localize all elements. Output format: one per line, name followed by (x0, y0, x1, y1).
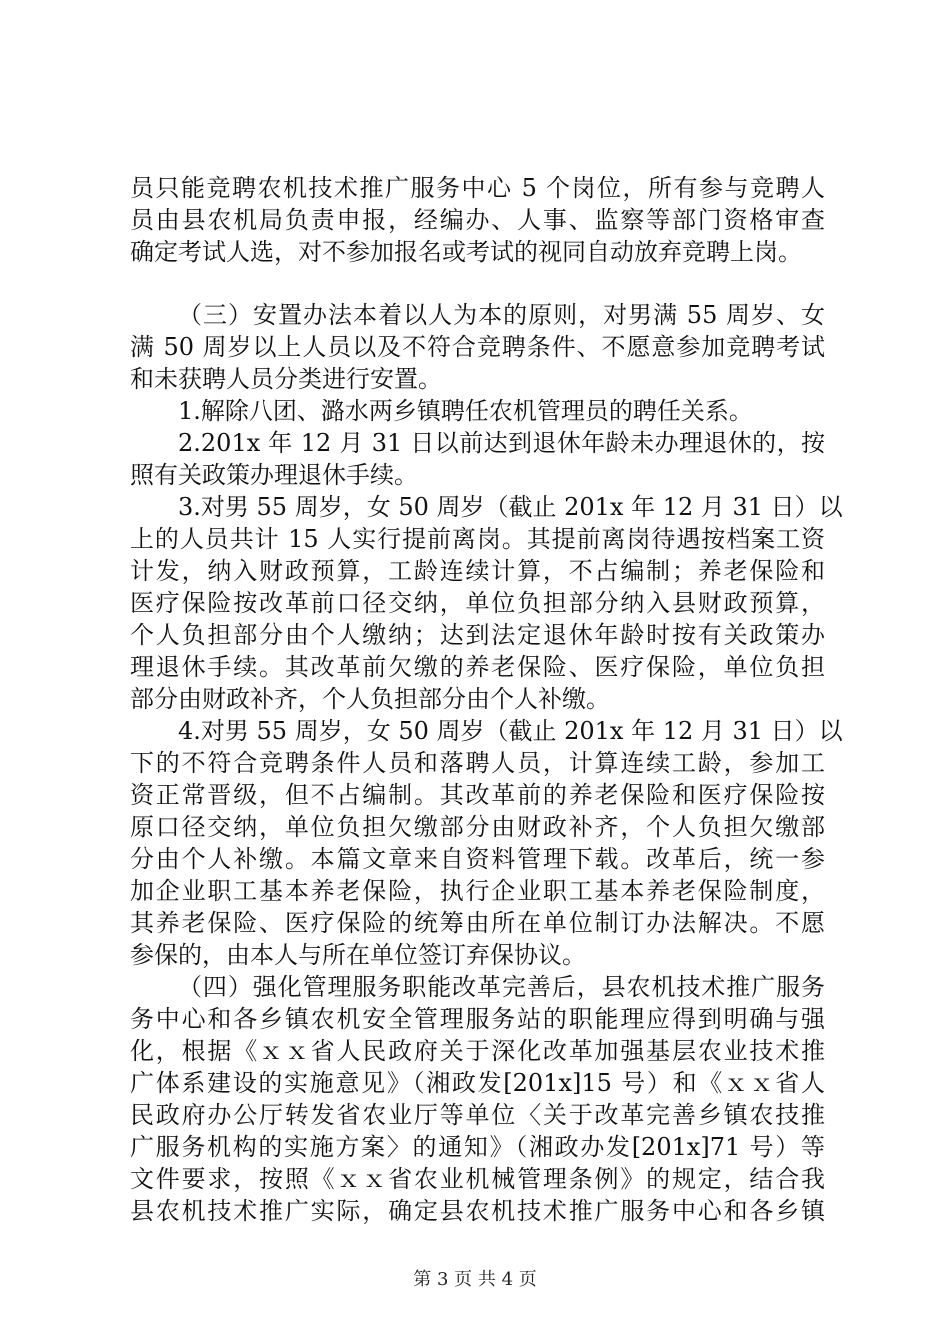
text-line: 员由县农机局负责申报，经编办、人事、监察等部门资格审查 (130, 206, 825, 234)
list-item-3 (130, 491, 843, 715)
paragraph-gap (130, 268, 825, 299)
text-line: 文件要求，按照《ｘｘ省农业机械管理条例》的规定，结合我 (130, 1165, 825, 1193)
text-line: 原口径交纳，单位负担欠缴部分由财政补齐，个人负担欠缴部 (130, 813, 825, 841)
text-line: 广服务机构的实施方案〉的通知》（湘政办发[201x]71 号）等 (130, 1133, 825, 1161)
document-body (130, 172, 843, 1227)
text-line: 分由个人补缴。本篇文章来自资料管理下载。改革后，统一参 (130, 845, 825, 873)
text-line: 2.201x 年 12 月 31 日以前达到退休年龄未办理退休的，按 (178, 429, 825, 457)
paragraph-strengthen-services (130, 971, 825, 1227)
text-line: 1.解除八团、潞水两乡镇聘任农机管理员的聘任关系。 (178, 397, 753, 425)
text-line: 确定考试人选，对不参加报名或考试的视同自动放弃竞聘上岗。 (130, 238, 802, 266)
text-line: （三）安置办法本着以人为本的原则，对男满 55 周岁、女 (178, 301, 825, 329)
text-line: 满 50 周岁以上人员以及不符合竞聘条件、不愿意参加竞聘考试 (130, 333, 825, 361)
paragraph-staff-eligibility (130, 172, 825, 268)
text-line: 务中心和各乡镇农机安全管理服务站的职能理应得到明确与强 (130, 1005, 825, 1033)
text-line: 医疗保险按改革前口径交纳，单位负担部分纳入县财政预算， (130, 589, 825, 617)
text-line: 计发，纳入财政预算，工龄连续计算，不占编制；养老保险和 (130, 557, 825, 585)
list-item-1 (130, 395, 825, 427)
text-line: （四）强化管理服务职能改革完善后，县农机技术推广服务 (178, 973, 825, 1001)
text-line: 参保的，由本人与所在单位签订弃保协议。 (130, 941, 586, 969)
text-line: 县农机技术推广实际，确定县农机技术推广服务中心和各乡镇 (130, 1197, 825, 1225)
text-line: 广体系建设的实施意见》（湘政发[201x]15 号）和《ｘｘ省人 (130, 1069, 825, 1097)
page-number: 第 3 页 共 4 页 (413, 1269, 537, 1290)
text-line: 个人负担部分由个人缴纳；达到法定退休年龄时按有关政策办 (130, 621, 825, 649)
text-line: 照有关政策办理退休手续。 (130, 461, 418, 489)
list-item-2 (130, 427, 825, 491)
text-line: 理退休手续。其改革前欠缴的养老保险、医疗保险，单位负担 (130, 653, 825, 681)
text-line: 加企业职工基本养老保险，执行企业职工基本养老保险制度， (130, 877, 825, 905)
paragraph-placement-method (130, 299, 825, 395)
text-line: 下的不符合竞聘条件人员和落聘人员，计算连续工龄，参加工 (130, 749, 825, 777)
list-item-4 (130, 715, 843, 971)
text-line: 和未获聘人员分类进行安置。 (130, 365, 442, 393)
text-line: 民政府办公厅转发省农业厅等单位〈关于改革完善乡镇农技推 (130, 1101, 825, 1129)
text-line: 3.对男 55 周岁，女 50 周岁（截止 201x 年 12 月 31 日）以 (178, 493, 843, 521)
text-line: 上的人员共计 15 人实行提前离岗。其提前离岗待遇按档案工资 (130, 525, 825, 553)
text-line: 其养老保险、医疗保险的统筹由所在单位制订办法解决。不愿 (130, 909, 825, 937)
text-line: 部分由财政补齐，个人负担部分由个人补缴。 (130, 685, 610, 713)
text-line: 化，根据《ｘｘ省人民政府关于深化改革加强基层农业技术推 (130, 1037, 825, 1065)
text-line: 4.对男 55 周岁，女 50 周岁（截止 201x 年 12 月 31 日）以 (178, 717, 843, 745)
text-line: 员只能竞聘农机技术推广服务中心 5 个岗位，所有参与竞聘人 (130, 174, 825, 202)
text-line: 资正常晋级，但不占编制。其改革前的养老保险和医疗保险按 (130, 781, 825, 809)
